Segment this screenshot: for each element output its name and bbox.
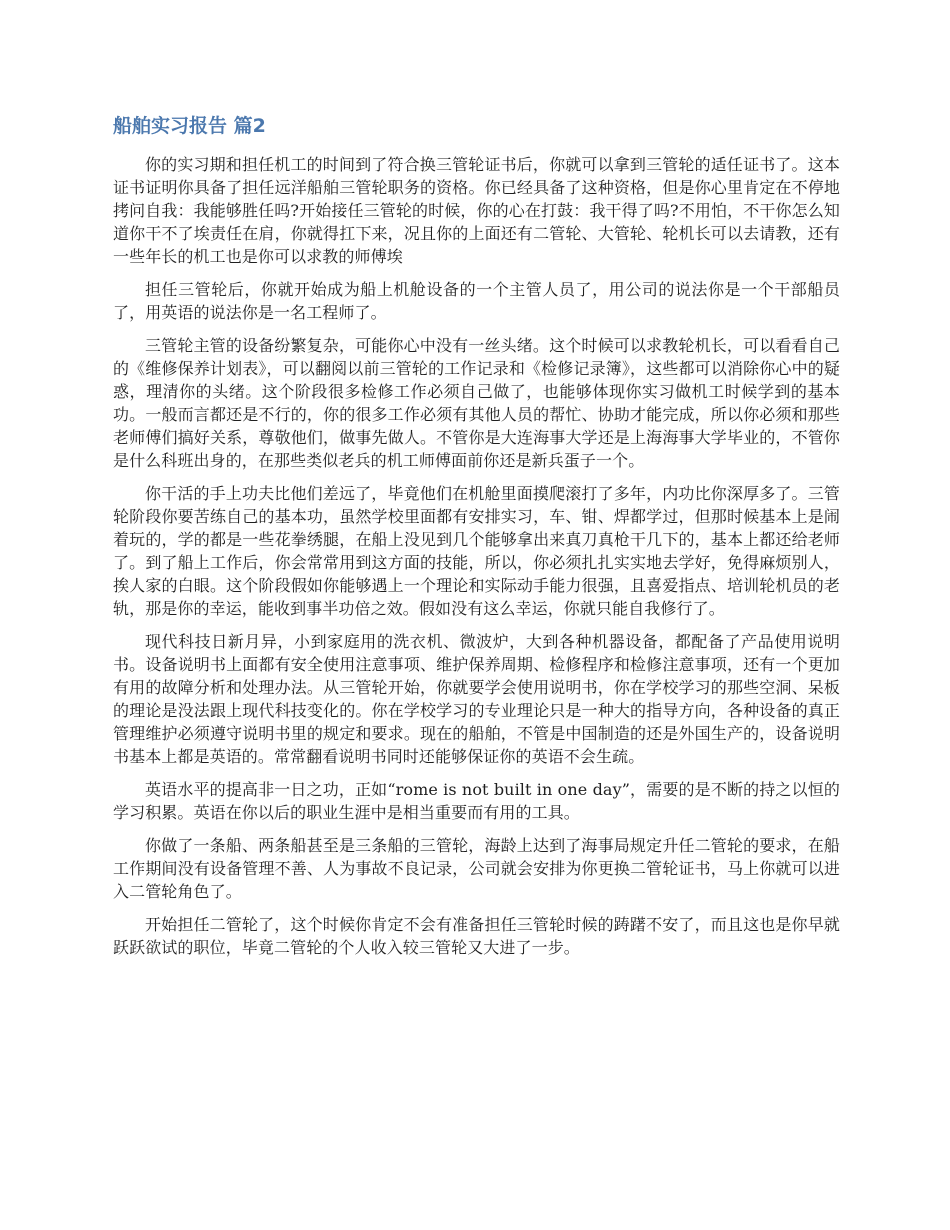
paragraph-6: 英语水平的提高非一日之功，正如“rome is not built in one day”，需要的是不断的持之以恒的学习积累。英语在你以后的职业生涯中是相当重要而有用的工具。	[113, 780, 840, 822]
paragraph-4: 你干活的手上功夫比他们差远了，毕竟他们在机舱里面摸爬滚打了多年，内功比你深厚多了。三管轮阶段你要苦练自己的基本功，虽然学校里面都有安排实习，车、钳、焊都学过，但那时候基本上是闹着玩的，学的都是一些花拳绣腿，在船上没见到几个能够拿出来真刀真枪干几下的，基本上都还给老师了。到了船上工作后，你会常常用到这方面的技能，所以，你必须扎扎实实地去学好，免得麻烦别人，挨人家的白眼。这个阶段假如你能够遇上一个理论和实际动手能力很强，且喜爱指点、培训轮机员的老轨，那是你的幸运，能收到事半功倍之效。假如没有这么幸运，你就只能自我修行了。	[113, 484, 840, 618]
document-title: 船舶实习报告 篇2	[113, 115, 266, 137]
document-page	[113, 112, 840, 969]
paragraph-1: 你的实习期和担任机工的时间到了符合换三管轮证书后，你就可以拿到三管轮的适任证书了。这本证书证明你具备了担任远洋船舶三管轮职务的资格。你已经具备了这种资格，但是你心里肯定在不停地拷问自我：我能够胜任吗?开始接任三管轮的时候，你的心在打鼓：我干得了吗?不用怕，不干你怎么知道你干不了埃责任在肩，你就得扛下来，况且你的上面还有二管轮、大管轮、轮机长可以去请教，还有一些年长的机工也是你可以求教的师傅埃	[113, 155, 840, 266]
paragraph-2: 担任三管轮后，你就开始成为船上机舱设备的一个主管人员了，用公司的说法你是一个干部船员了，用英语的说法你是一名工程师了。	[113, 280, 840, 322]
paragraph-7: 你做了一条船、两条船甚至是三条船的三管轮，海龄上达到了海事局规定升任二管轮的要求，在船工作期间没有设备管理不善、人为事故不良记录，公司就会安排为你更换二管轮证书，马上你就可以进入二管轮角色了。	[113, 836, 840, 901]
paragraph-5: 现代科技日新月异，小到家庭用的洗衣机、微波炉，大到各种机器设备，都配备了产品使用说明书。设备说明书上面都有安全使用注意事项、维护保养周期、检修程序和检修注意事项，还有一个更加有用的故障分析和处理办法。从三管轮开始，你就要学会使用说明书，你在学校学习的那些空洞、呆板的理论是没法跟上现代科技变化的。你在学校学习的专业理论只是一种大的指导方向，各种设备的真正管理维护必须遵守说明书里的规定和要求。现在的船舶，不管是中国制造的还是外国生产的，设备说明书基本上都是英语的。常常翻看说明书同时还能够保证你的英语不会生疏。	[113, 632, 840, 766]
paragraph-3: 三管轮主管的设备纷繁复杂，可能你心中没有一丝头绪。这个时候可以求教轮机长，可以看看自己的《维修保养计划表》，可以翻阅以前三管轮的工作记录和《检修记录簿》，这些都可以消除你心中的疑惑，理清你的头绪。这个阶段很多检修工作必须自己做了，也能够体现你实习做机工时候学到的基本功。一般而言都还是不行的，你的很多工作必须有其他人员的帮忙、协助才能完成，所以你必须和那些老师傅们搞好关系，尊敬他们，做事先做人。不管你是大连海事大学还是上海海事大学毕业的，不管你是什么科班出身的，在那些类似老兵的机工师傅面前你还是新兵蛋子一个。	[113, 336, 840, 470]
paragraph-8: 开始担任二管轮了，这个时候你肯定不会有准备担任三管轮时候的踌躇不安了，而且这也是你早就跃跃欲试的职位，毕竟二管轮的个人收入较三管轮又大进了一步。	[113, 915, 840, 957]
